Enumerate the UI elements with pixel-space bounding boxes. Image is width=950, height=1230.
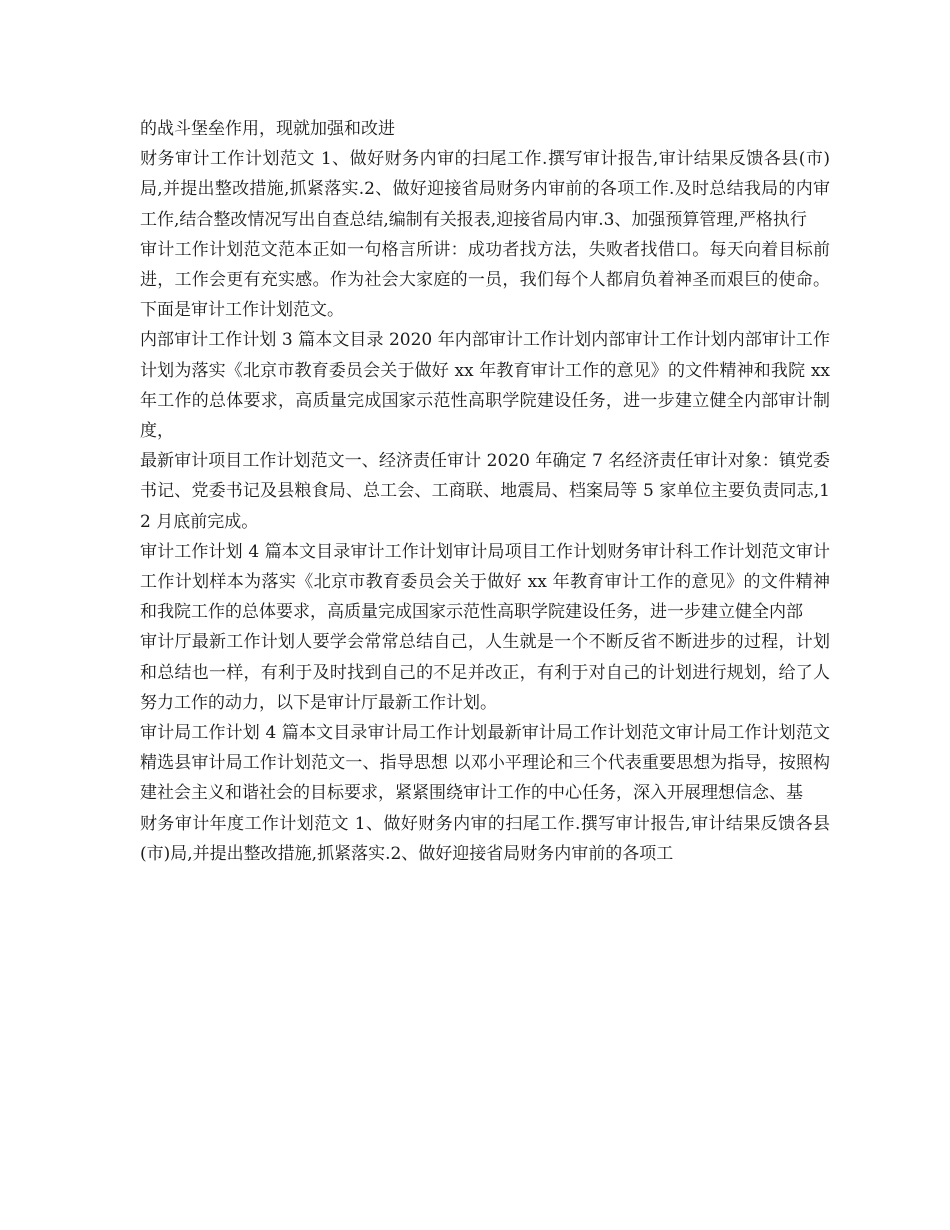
- paragraph-5: 最新审计项目工作计划范文一、经济责任审计 2020 年确定 7 名经济责任审计对象：镇党委书记、党委书记及县粮食局、总工会、工商联、地震局、档案局等 5 家单位主要负责同志,12 月底前完成。: [140, 451, 830, 532]
- paragraph-3: 审计工作计划范文范本正如一句格言所讲：成功者找方法，失败者找借口。每天向着目标前进，工作会更有充实感。作为社会大家庭的一员，我们每个人都肩负着神圣而艰巨的使命。下面是审计工作计划范文。: [140, 239, 830, 321]
- paragraph-6: 审计工作计划 4 篇本文目录审计工作计划审计局项目工作计划财务审计科工作计划范文审计工作计划样本为落实《北京市教育委员会关于做好 xx 年教育审计工作的意见》的文件精神和我院工作的总体要求，高质量完成国家示范性高职学院建设任务，进一步建立健全内部: [140, 541, 830, 623]
- paragraph-4: 内部审计工作计划 3 篇本文目录 2020 年内部审计工作计划内部审计工作计划内部审计工作计划为落实《北京市教育委员会关于做好 xx 年教育审计工作的意见》的文件精神和我院 xx 年工作的总体要求，高质量完成国家示范性高职学院建设任务，进一步建立健全内部审计制度，: [140, 330, 830, 442]
- document-body: [140, 114, 830, 869]
- paragraph-1: 的战斗堡垒作用，现就加强和改进: [140, 119, 395, 139]
- paragraph-7: 审计厅最新工作计划人要学会常常总结自己，人生就是一个不断反省不断进步的过程，计划和总结也一样，有利于及时找到自己的不足并改正，有利于对自己的计划进行规划，给了人努力工作的动力，以下是审计厅最新工作计划。: [140, 632, 830, 713]
- paragraph-8: 审计局工作计划 4 篇本文目录审计局工作计划最新审计局工作计划范文审计局工作计划范文精选县审计局工作计划范文一、指导思想 以邓小平理论和三个代表重要思想为指导，按照构建社会主义和谐社会的目标要求，紧紧围绕审计工作的中心任务，深入开展理想信念、基: [140, 723, 830, 804]
- paragraph-2: 财务审计工作计划范文 1、做好财务内审的扫尾工作.撰写审计报告,审计结果反馈各县(市)局,并提出整改措施,抓紧落实.2、做好迎接省局财务内审前的各项工作.及时总结我局的内审工作,结合整改情况写出自查总结,编制有关报表,迎接省局内审.3、加强预算管理,严格执行: [140, 149, 830, 230]
- paragraph-9: 财务审计年度工作计划范文 1、做好财务内审的扫尾工作.撰写审计报告,审计结果反馈各县(市)局,并提出整改措施,抓紧落实.2、做好迎接省局财务内审前的各项工: [140, 813, 830, 864]
